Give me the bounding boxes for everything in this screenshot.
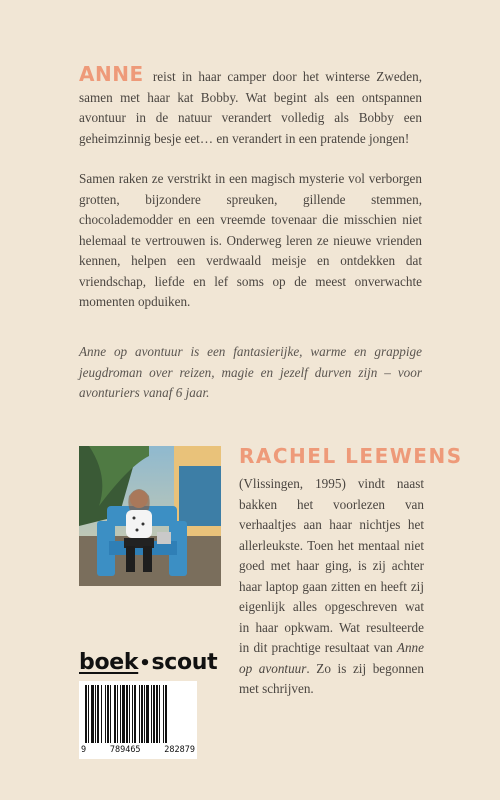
barcode-bar: [134, 685, 136, 743]
barcode-bar: [144, 685, 145, 743]
barcode-bar: [107, 685, 109, 743]
barcode-bar: [101, 685, 102, 743]
blurb-p1-text: reist in haar camper door het winterse Zweden, samen met haar kat Bobby. Wat begint als een ontspannen avontuur in de natuur verandert volledig als Bobby een geheimzinnig besje eet… en verandert in een pratende jongen!: [79, 69, 423, 146]
barcode-bar: [129, 685, 130, 743]
barcode-bar: [95, 685, 96, 743]
barcode-bar: [117, 685, 118, 743]
barcode-bar: [159, 685, 160, 743]
author-bio-text-1: (Vlissingen, 1995) vindt naast bakken het voorlezen van verhaaltjes aan haar nichtjes het allerleukste. Toen het mentaal niet goed met haar ging, is zij achter haar laptop gaan zitten en heeft zij eigenlijk alles opgeschreven wat in haar opkwam. Wat resulteerde in dit prachtige resultaat van: [239, 476, 424, 655]
barcode-bar: [141, 685, 143, 743]
author-bio-text-2: . Zo is zij begonnen met schrijven.: [239, 660, 424, 696]
blurb-paragraph-1: [79, 64, 422, 149]
barcode-bar: [110, 685, 111, 743]
author-bio-book-title: Anne op avontuur: [239, 640, 424, 676]
publisher-logo-part-1: boek: [79, 650, 139, 675]
barcode-bar: [165, 685, 167, 743]
author-photo-illustration: [79, 446, 221, 586]
author-bio: [239, 474, 424, 700]
barcode-digit-first: 9: [81, 745, 87, 755]
isbn-barcode: [79, 681, 197, 759]
barcode-bars: [83, 685, 193, 743]
barcode-bar: [122, 685, 125, 743]
barcode-bar: [139, 685, 140, 743]
barcode-bar: [151, 685, 152, 743]
tagline: Anne op avontuur is een fantasierijke, warme en grappige jeugdroman over reizen, magie en jezelf durven zijn – voor avonturiers vanaf 6 jaar.: [79, 344, 422, 400]
author-name: RACHEL LEEWENS: [239, 444, 463, 468]
barcode-bar: [85, 685, 87, 743]
barcode-bar: [97, 685, 99, 743]
barcode-bar: [126, 685, 128, 743]
barcode-bar: [163, 685, 164, 743]
barcode-bar: [88, 685, 89, 743]
author-photo: [79, 446, 221, 586]
barcode-number: [81, 745, 195, 755]
barcode-bar: [114, 685, 116, 743]
barcode-bar: [91, 685, 94, 743]
title-word-anne: ANNE: [79, 62, 144, 86]
publisher-logo: [79, 650, 217, 675]
barcode-bar: [156, 685, 158, 743]
barcode-digits-right: 282879: [164, 745, 195, 755]
barcode-bar: [105, 685, 106, 743]
back-cover-blurb: [79, 64, 422, 313]
blurb-paragraph-2: Samen raken ze verstrikt in een magisch mysterie vol verborgen grotten, bijzondere spreuken, gillende stemmen, chocolademodder en een vreemde tovenaar die misschien niet helemaal te vertrouwen is. Onderweg leren ze nieuwe vrienden kennen, helpen een verdwaald meisje en ontdekken dat vriendschap, liefde en lef soms op de meest onverwachte momenten opduiken.: [79, 171, 422, 309]
barcode-bar: [132, 685, 133, 743]
barcode-digits-left: 789465: [109, 745, 141, 755]
publisher-logo-part-2: scout: [151, 650, 218, 675]
barcode-bar: [146, 685, 149, 743]
barcode-bar: [153, 685, 155, 743]
barcode-bar: [120, 685, 121, 743]
publisher-logo-dot: •: [139, 653, 151, 674]
